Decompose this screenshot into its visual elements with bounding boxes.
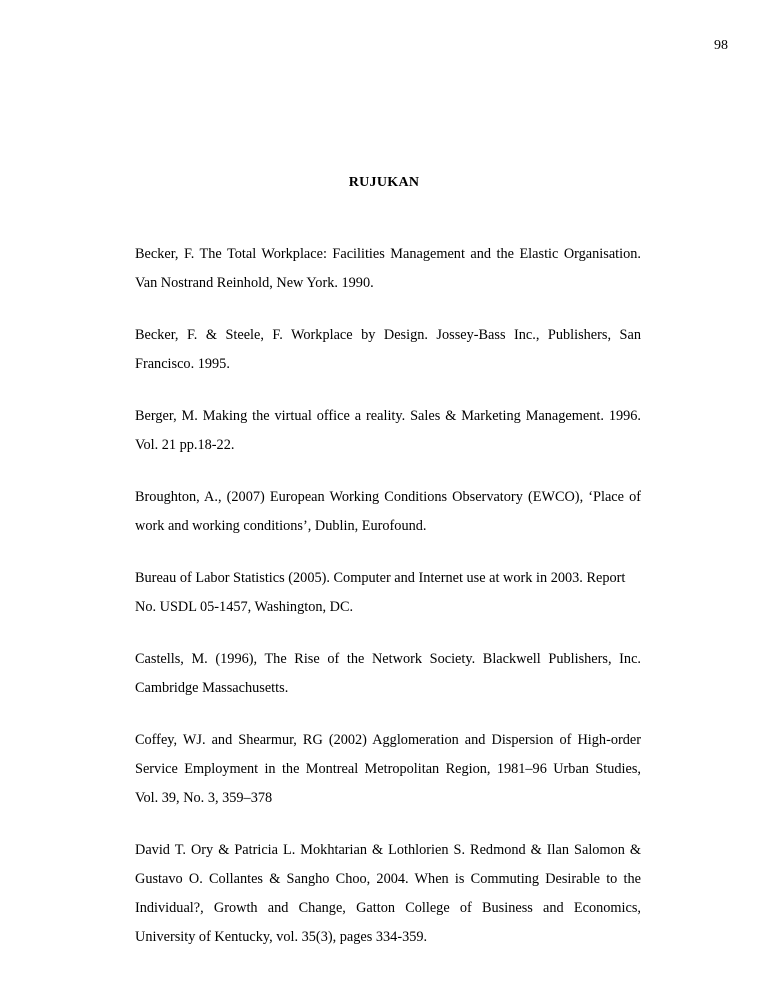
reference-item: Bureau of Labor Statistics (2005). Computer and Internet use at work in 2003. Report No. USDL 05-1457, Washington, DC. [135,570,626,615]
reference-item: Broughton, A., (2007) European Working Conditions Observatory (EWCO), ‘Place of work and working conditions’, Dublin, Eurofound. [135,489,641,534]
reference-item: Becker, F. The Total Workplace: Facilities Management and the Elastic Organisation. Van Nostrand Reinhold, New York. 1990. [135,246,641,291]
reference-item: Berger, M. Making the virtual office a reality. Sales & Marketing Management. 1996. Vol. 21 pp.18-22. [135,408,641,453]
page-title: RUJUKAN [348,175,420,190]
reference-list [135,240,641,975]
page-number: 98 [714,38,728,53]
reference-item: Becker, F. & Steele, F. Workplace by Design. Jossey-Bass Inc., Publishers, San Francisco. 1995. [135,327,641,372]
reference-item: Castells, M. (1996), The Rise of the Network Society. Blackwell Publishers, Inc. Cambridge Massachusetts. [135,651,641,696]
reference-item: Coffey, WJ. and Shearmur, RG (2002) Agglomeration and Dispersion of High-order Service Employment in the Montreal Metropolitan Region, 1981–96 Urban Studies, Vol. 39, No. 3, 359–378 [135,732,641,806]
reference-item: David T. Ory & Patricia L. Mokhtarian & Lothlorien S. Redmond & Ilan Salomon & Gustavo O. Collantes & Sangho Choo, 2004. When is Commuting Desirable to the Individual?, Growth and Change, Gatton College of Business and Economics, University of Kentucky, vol. 35(3), pages 334-359. [135,842,641,945]
